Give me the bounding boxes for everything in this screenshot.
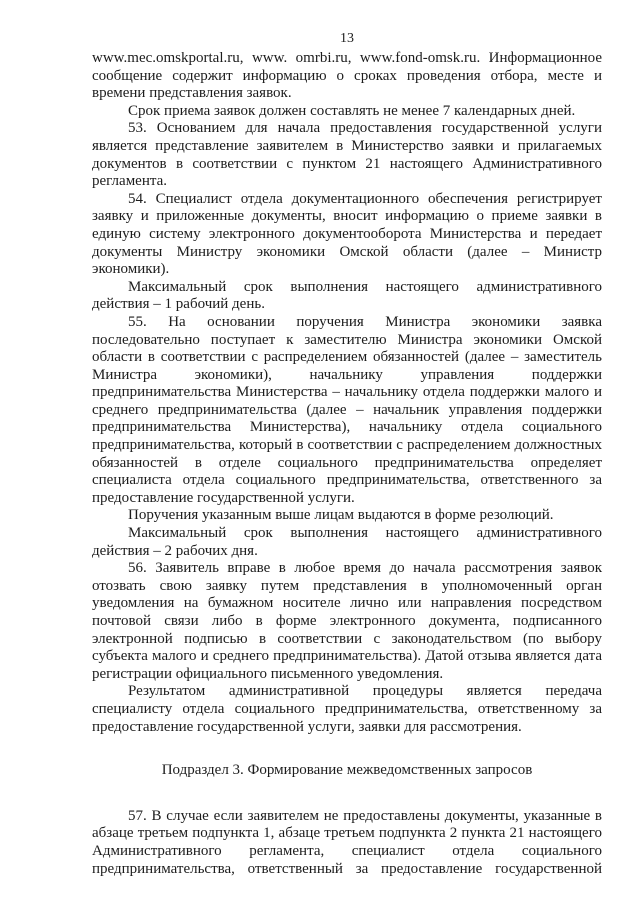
paragraph: 57. В случае если заявителем не предоставлены документы, указанные в абзаце третьем подпункта 1, абзаце третьем подпункта 2 пункта 21 настоящего Административного регламента, специалист отдела социального предпринимательства, ответственный за предоставление государственной	[92, 807, 602, 877]
body-text-block	[92, 50, 602, 736]
paragraph: 53. Основанием для начала предоставления государственной услуги является представление заявителем в Министерство заявки и прилагаемых документов в соответствии с пунктом 21 настоящего Административного регламента.	[92, 120, 602, 190]
subsection-heading: Подраздел 3. Формирование межведомственных запросов	[161, 762, 533, 779]
paragraph: Срок приема заявок должен составлять не менее 7 календарных дней.	[128, 102, 576, 119]
paragraph: Результатом административной процедуры является передача специалисту отдела социального предпринимательства, ответственному за предоставление государственной услуги, заявки для рассмотрения.	[92, 683, 602, 735]
paragraph: 56. Заявитель вправе в любое время до начала рассмотрения заявок отозвать свою заявку путем представления в уполномоченный орган уведомления на бумажном носителе лично или направления посредством почтовой связи либо в форме электронного документа, подписанного электронной подписью в соответствии с законодательством (по выбору субъекта малого и среднего предпринимательства). Датой отзыва является дата регистрации официального письменного уведомления.	[92, 560, 602, 682]
page-number: 13	[340, 31, 354, 46]
paragraph: Максимальный срок выполнения настоящего административного действия – 1 рабочий день.	[92, 278, 602, 313]
paragraph: Максимальный срок выполнения настоящего административного действия – 2 рабочих дня.	[92, 525, 602, 559]
paragraph: 54. Специалист отдела документационного обеспечения регистрирует заявку и приложенные документы, вносит информацию о приеме заявки в единую систему электронного документооборота Министерства и передает документы Министру экономики Омской области (далее – Министр экономики).	[92, 190, 602, 278]
body-text-block-continued	[92, 808, 602, 878]
paragraph: www.mec.omskportal.ru, www. omrbi.ru, www.fond-omsk.ru. Информационное сообщение содержит информацию о сроках проведения отбора, месте и времени представления заявок.	[92, 50, 602, 102]
paragraph: 55. На основании поручения Министра экономики заявка последовательно поступает к заместителю Министра экономики Омской области в соответствии с распределением обязанностей (далее – заместитель Министра экономики), начальнику управления поддержки предпринимательства Министерства – начальнику отдела поддержки малого и среднего предпринимательства (далее – начальник управления поддержки предпринимательства Министерства), начальнику отдела социального предпринимательства, который в соответствии с распределением должностных обязанностей в отделе социального предпринимательства определяет специалиста отдела социального предпринимательства, ответственного за предоставление государственной услуги.	[92, 313, 602, 506]
paragraph: Поручения указанным выше лицам выдаются в форме резолюций.	[128, 507, 554, 524]
